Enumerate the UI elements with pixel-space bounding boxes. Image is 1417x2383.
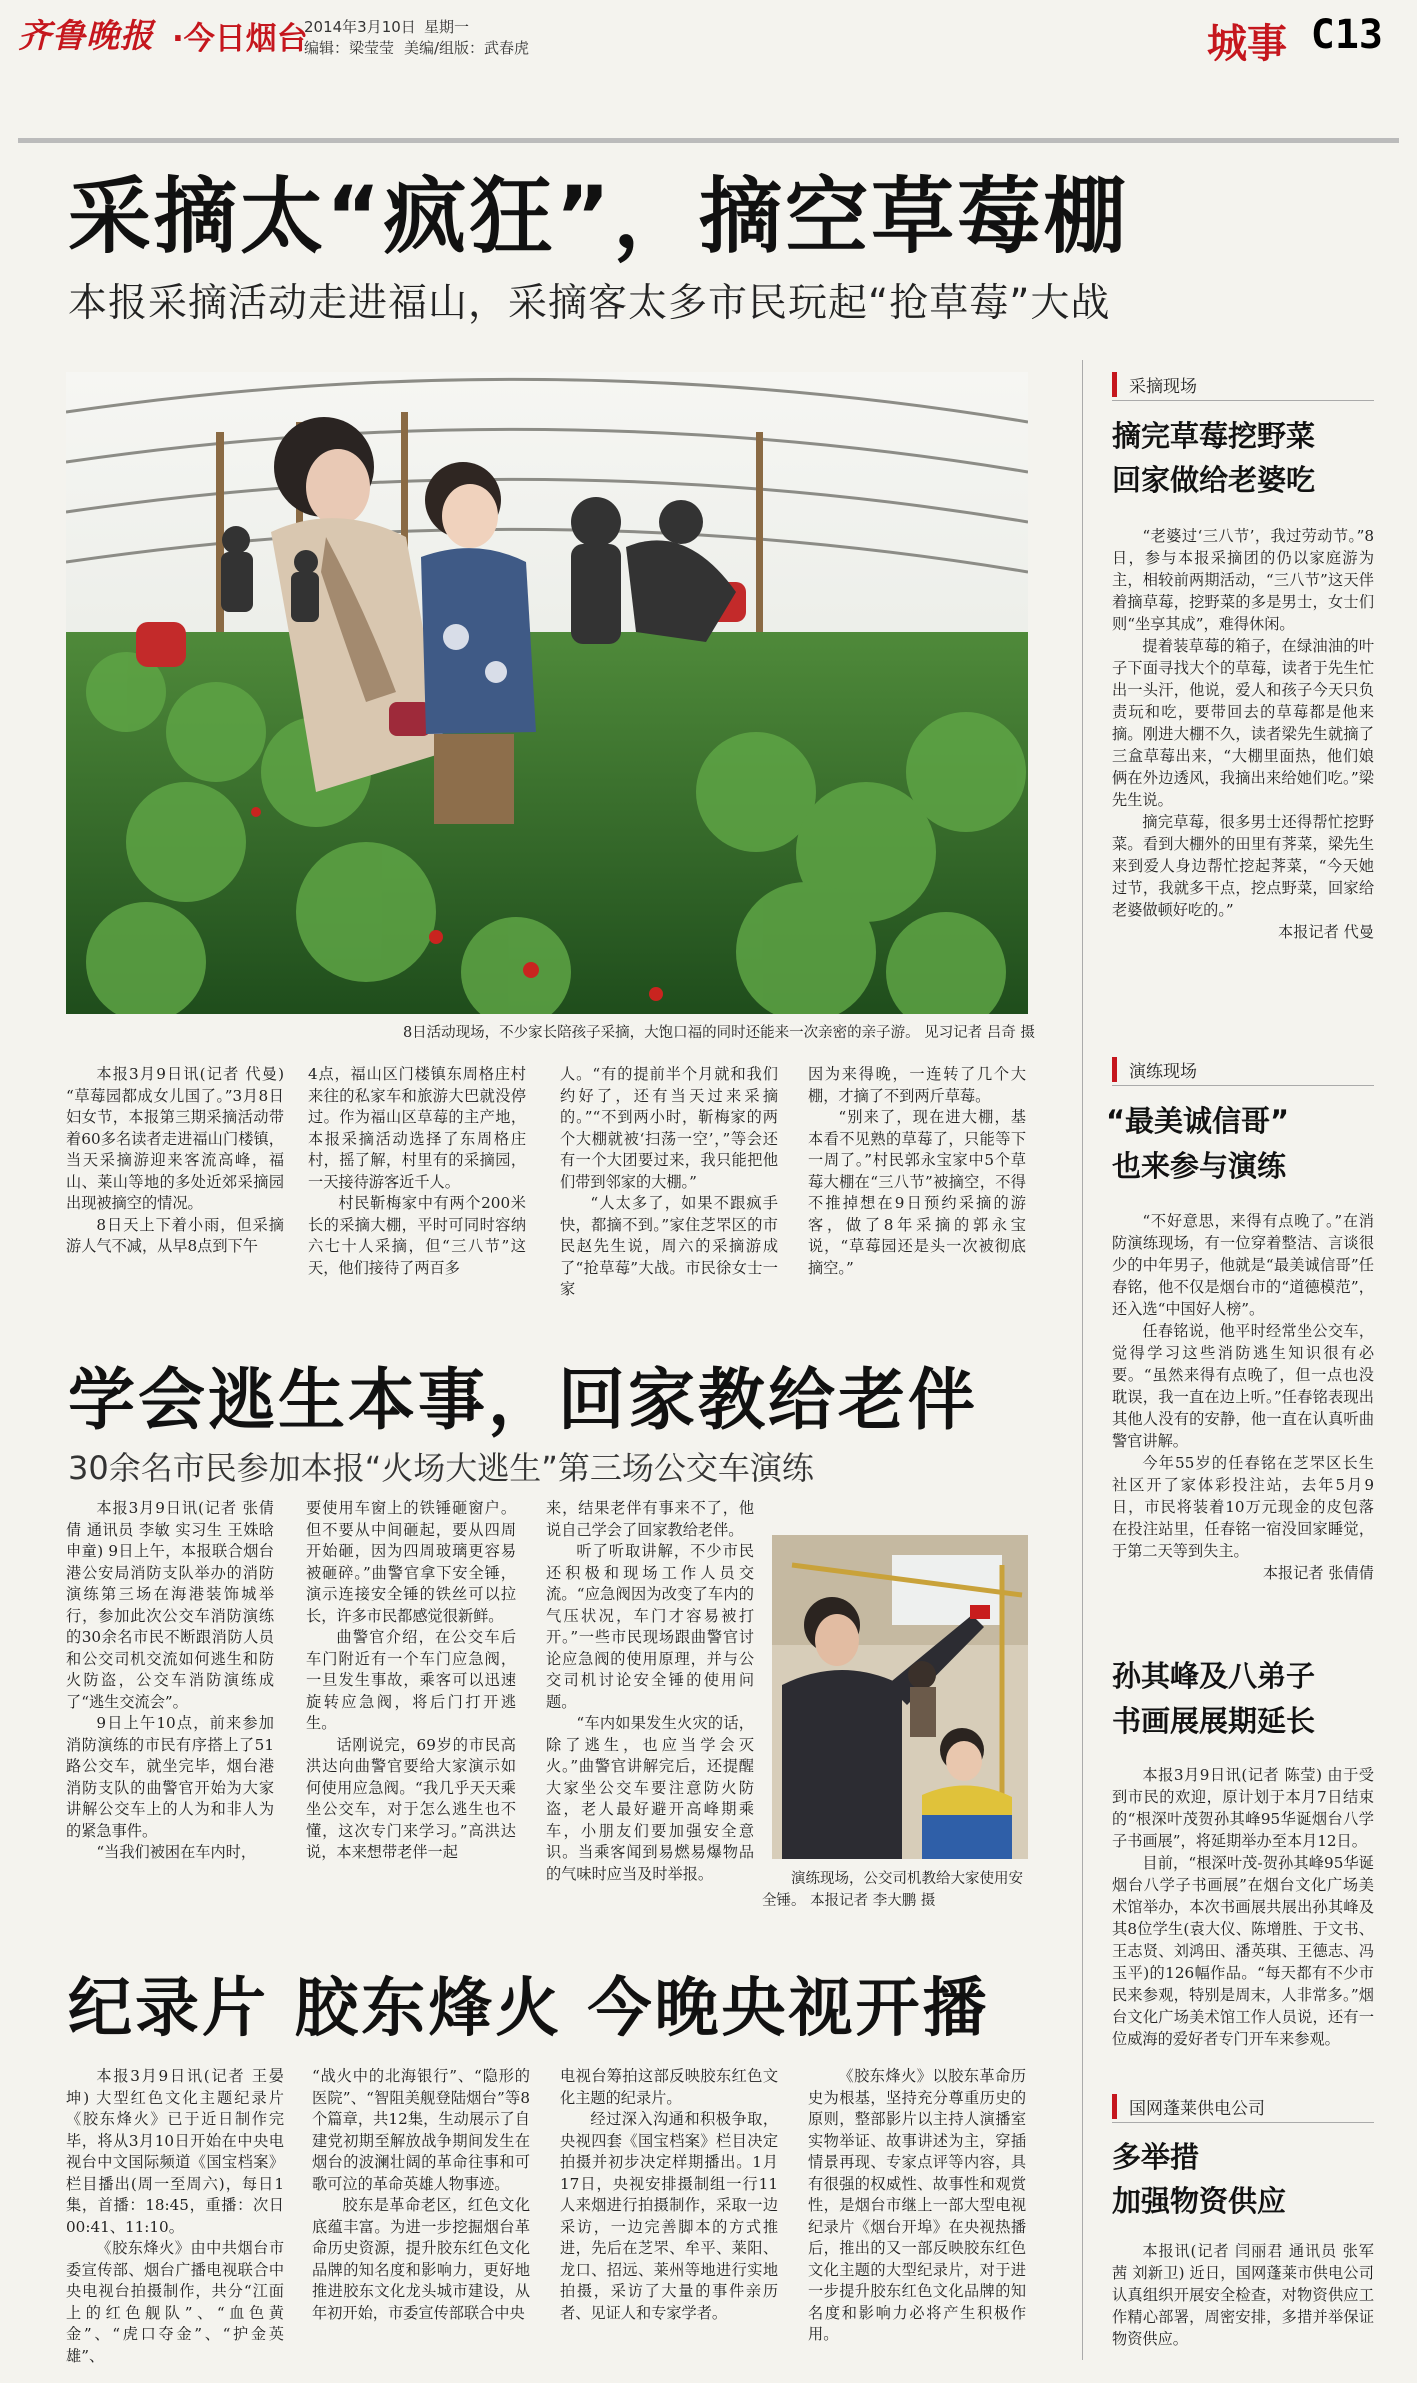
story3-col4 xyxy=(808,2066,1026,2346)
bus-drill-photo xyxy=(772,1535,1028,1859)
paragraph: 《胶东烽火》由中共烟台市委宣传部、烟台广播电视联合中央电视台拍摄制作，共分“江面上的红色舰队”、“血色黄金”、“虎口夺金”、“护金英雄”、 xyxy=(66,2239,284,2365)
sidebar1-tag: 采摘现场 xyxy=(1112,372,1197,397)
paragraph: 本报3月9日讯(记者 代曼) “草莓园都成女儿国了。”3月8日妇女节，本报第三期采摘活动带着60多名读者走进福山门楼镇，当天采摘游迎来客流高峰，福山、莱山等地的多处近郊采摘园出现被摘空的情况。 xyxy=(66,1065,284,1212)
story3-col1 xyxy=(66,2066,284,2367)
paragraph: 《胶东烽火》以胶东革命历史为根基，坚持充分尊重历史的原则，整部影片以主持人演播室实物举证、故事讲述为主，穿插情景再现、专家点评等内容，具有很强的权威性、故事性和观赏性，是烟台市继上一部大型电视纪录片《烟台开埠》在央视热播后，推出的又一部反映胶东红色文化主题的大型纪录片，对于进一步提升胶东红色文化品牌的知名度和影响力必将产生积极作用。 xyxy=(808,2067,1026,2343)
story2-col2 xyxy=(306,1498,516,1864)
paragraph: 摘完草莓，很多男士还得帮忙挖野菜。看到大棚外的田里有荠菜，梁先生来到爱人身边帮忙挖起荠菜，“今天她过节，我就多干点，挖点野菜，回家给老婆做顿好吃的。” xyxy=(1112,813,1374,919)
story2-headline: 学会逃生本事，回家教给老伴 xyxy=(68,1361,978,1439)
sidebar2-tag: 演练现场 xyxy=(1112,1057,1197,1082)
story1-col2 xyxy=(308,1064,526,1279)
story1-col1 xyxy=(66,1064,284,1258)
story2-subhead: 30余名市民参加本报“火场大逃生”第三场公交车演练 xyxy=(68,1449,814,1487)
sidebar2-body xyxy=(1112,1210,1374,1584)
paragraph: 本报讯(记者 闫丽君 通讯员 张军茜 刘新卫) 近日，国网蓬莱市供电公司认真组织开展安全检查，对物资供应工作精心部署，周密安排，多措并举保证物资供应。 xyxy=(1112,2242,1374,2348)
sidebar3-title-line1: 孙其峰及八弟子 xyxy=(1112,1659,1316,1693)
paragraph: 来，结果老伴有事来不了，他说自己学会了回家教给老伴。 xyxy=(546,1499,754,1539)
paragraph: 村民靳梅家中有两个200米长的采摘大棚，平时可同时容纳六七十人采摘，但“三八节”这天，他们接待了两百多 xyxy=(308,1194,526,1277)
issue-weekday: 星期一 xyxy=(424,18,470,36)
paragraph: “别来了，现在进大棚，基本看不见熟的草莓了，只能等下一周了。”村民郭永宝家中5个草莓大棚在“三八节”被摘空，不得不推掉想在9日预约采摘的游客，做了8年采摘的郭永宝说，“草莓园还是头一次被彻底摘空。” xyxy=(808,1108,1026,1277)
sidebar4-tag: 国网蓬莱供电公司 xyxy=(1112,2094,1265,2119)
paragraph: 人。“有的提前半个月就和我们约好了，还有当天过来采摘的。”“不到两小时，靳梅家的两个大棚就被‘扫荡一空’，”等会还有一个大团要过来，我只能把他们带到邻家的大棚。” xyxy=(560,1065,778,1191)
paragraph: 因为来得晚，一连转了几个大棚，才摘了不到两斤草莓。 xyxy=(808,1065,1026,1105)
story2-photo xyxy=(772,1535,1028,1859)
story2-col1 xyxy=(66,1498,274,1864)
paragraph: “战火中的北海银行”、“隐形的医院”、“智阻美舰登陆烟台”等8个篇章，共12集，生动展示了自建党初期至解放战争期间发生在烟台的波澜壮阔的革命往事和可歌可泣的革命英雄人物事迹。 xyxy=(312,2067,530,2193)
sidebar4-body xyxy=(1112,2240,1374,2350)
paragraph: “车内如果发生火灾的话，除了逃生，也应当学会灭火。”曲警官讲解完后，还提醒大家坐公交车要注意防火防盗，老人最好避开高峰期乘车，小朋友们要加强安全意识。当乘客闻到易燃易爆物品的气味时应当及时举报。 xyxy=(546,1714,754,1883)
paragraph: “人太多了，如果不跟疯手快，都摘不到。”家住芝罘区的市民赵先生说，周六的采摘游成了“抢草莓”大战。市民徐女士一家 xyxy=(560,1194,778,1298)
divider xyxy=(1112,400,1374,401)
sidebar2-byline: 本报记者 张倩倩 xyxy=(1262,1564,1374,1582)
story1-col3 xyxy=(560,1064,778,1301)
masthead-rule xyxy=(18,138,1399,143)
paragraph: 本报3月9日讯(记者 王晏坤) 大型红色文化主题纪录片《胶东烽火》已于近日制作完毕，将从3月10日开始在中央电视台中文国际频道《国宝档案》栏目播出(周一至周六)，每日1集，首播：18:45，重播：次日00:41、11:10。 xyxy=(66,2067,284,2236)
paragraph: 任春铭说，他平时经常坐公交车，觉得学习这些消防逃生知识很有必要。“虽然来得有点晚了，但一点也没耽误，我一直在边上听。”任春铭表现出其他人没有的安静，他一直在认真听曲警官讲解。 xyxy=(1112,1322,1374,1450)
paragraph: 今年55岁的任春铭在芝罘区长生社区开了家体彩投注站，去年5月9日，市民将装着10万元现金的皮包落在投注站里，任春铭一宿没回家睡觉，于第二天等到失主。 xyxy=(1112,1454,1374,1560)
strawberry-greenhouse-photo xyxy=(66,372,1028,1014)
sidebar1-body xyxy=(1112,525,1374,943)
story1-headline: 采摘太“疯狂”，摘空草莓棚 xyxy=(68,168,1130,265)
story1-caption: 8日活动现场，不少家长陪孩子采摘，大饱口福的同时还能来一次亲密的亲子游。 见习记者 吕奇 摄 xyxy=(402,1025,1035,1041)
story3-headline: 纪录片 胶东烽火 今晚央视开播 xyxy=(68,1972,990,2046)
issue-date: 2014年3月10日 xyxy=(304,18,416,36)
paragraph: 听了听取讲解，不少市民还积极和现场工作人员交流。“应急阀因为改变了车内的气压状况，车门才容易被打开。”一些市民现场跟曲警官讨论应急阀的使用原理，并与公交司机讨论安全锤的使用问题。 xyxy=(546,1542,754,1711)
sidebar1-title-line2: 回家做给老婆吃 xyxy=(1112,463,1316,497)
story1-subhead: 本报采摘活动走进福山，采摘客太多市民玩起“抢草莓”大战 xyxy=(68,281,1111,326)
section-tag: 城事 xyxy=(1207,21,1287,67)
sidebar4-title-line1: 多举措 xyxy=(1112,2140,1200,2174)
paragraph: 经过深入沟通和积极争取，央视四套《国宝档案》栏目决定拍摄并初步决定样期播出。1月17日，央视安排摄制组一行11人来烟进行拍摄制作，采取一边采访，一边完善脚本的方式推进，先后在芝罘、牟平、莱阳、龙口、招远、莱州等地进行实地拍摄，采访了大量的事件亲历者、见证人和专家学者。 xyxy=(560,2110,778,2322)
paragraph: 曲警官介绍，在公交车后车门附近有一个车门应急阀，一旦发生事故，乘客可以迅速旋转应急阀，将后门打开逃生。 xyxy=(306,1628,516,1732)
story3-col3 xyxy=(560,2066,778,2324)
paragraph: “老婆过‘三八节’，我过劳动节。”8日，参与本报采摘团的仍以家庭游为主，相较前两期活动，“三八节”这天伴着摘草莓，挖野菜的多是男士，女士们则“坐享其成”，难得休闲。 xyxy=(1112,527,1374,633)
paragraph: “当我们被困在车内时， xyxy=(96,1843,257,1861)
paragraph: 8日天上下着小雨，但采摘游人气不减，从早8点到下午 xyxy=(66,1215,284,1255)
paragraph: 4点，福山区门楼镇东周格庄村来往的私家车和旅游大巴就没停过。作为福山区草莓的主产地，本报采摘活动选择了东周格庄村，摇了解，村里有的采摘园，一天接待游客近千人。 xyxy=(308,1065,526,1191)
editor-credit: 编辑：梁莹莹 xyxy=(304,39,395,57)
paragraph: 话刚说完，69岁的市民高洪达向曲警官要给大家演示如何使用应急阀。“我几乎天天乘坐公交车，对于怎么逃生也不懂，这次专门来学习。”高洪达说，本来想带老伴一起 xyxy=(306,1735,516,1861)
story1-col4 xyxy=(808,1064,1026,1279)
paragraph: 胶东是革命老区，红色文化底蕴丰富。为进一步挖掘烟台革命历史资源，提升胶东红色文化品牌的知名度和影响力，更好地推进胶东文化龙头城市建设，从年初开始，市委宣传部联合中央 xyxy=(312,2196,530,2322)
designer-credit: 美编/组版：武春虎 xyxy=(404,39,530,57)
story3-col2 xyxy=(312,2066,530,2324)
story1-photo xyxy=(66,372,1028,1014)
sidebar3-title-line2: 书画展展期延长 xyxy=(1112,1704,1316,1738)
story2-col3 xyxy=(546,1498,754,1885)
paragraph: 提着装草莓的箱子，在绿油油的叶子下面寻找大个的草莓，读者于先生忙出一头汗，他说，爱人和孩子今天只负责玩和吃，要带回去的草莓都是他来摘。刚进大棚不久，读者梁先生就摘了三盒草莓出来，“大棚里面热，他们娘俩在外边透风，我摘出来给她们吃。”梁先生说。 xyxy=(1112,637,1374,809)
story2-caption: 演练现场，公交司机教给大家使用安全锤。 本报记者 李大鹏 摄 xyxy=(762,1871,1023,1909)
sidebar1-byline: 本报记者 代曼 xyxy=(1278,923,1374,941)
paragraph: “不好意思，来得有点晚了。”在消防演练现场，有一位穿着整洁、言谈很少的中年男子，他就是“最美诚信哥”任春铭，他不仅是烟台市的“道德模范”，还入选“中国好人榜”。 xyxy=(1112,1212,1374,1318)
paragraph: 本报3月9日讯(记者 陈莹) 由于受到市民的欢迎，原计划于本月7日结束的“根深叶茂贺孙其峰95华诞烟台八学子书画展”，将延期举办至本月12日。 xyxy=(1112,1766,1374,1850)
page-number: C13 xyxy=(1310,12,1383,58)
sidebar2-title-line2: 也来参与演练 xyxy=(1112,1149,1287,1183)
sidebar-divider xyxy=(1082,360,1083,2360)
divider xyxy=(1112,2122,1374,2123)
sidebar2-title-line1: “最美诚信哥” xyxy=(1106,1104,1290,1138)
divider xyxy=(1112,1085,1374,1086)
paragraph: 本报3月9日讯(记者 张倩倩 通讯员 李敏 实习生 王姝晗 申童) 9日上午，本报联合烟台港公安局消防支队举办的消防演练第三场在海港装饰城举行，参加此次公交车消防演练的30余名市民不断跟消防人员和公交司机交流如何逃生和防火防盗，公交车消防演练成了“逃生交流会”。 xyxy=(66,1499,274,1711)
paragraph: 要使用车窗上的铁锤砸窗户。但不要从中间砸起，要从四周开始砸，因为四周玻璃更容易被砸碎。”曲警官拿下安全锤，演示连接安全锤的铁丝可以拉长，许多市民都感觉很新鲜。 xyxy=(306,1499,516,1625)
sidebar3-body xyxy=(1112,1764,1374,2050)
sidebar4-title-line2: 加强物资供应 xyxy=(1112,2184,1287,2218)
paragraph: 9日上午10点，前来参加消防演练的市民有序搭上了51路公交车，就坐完毕，烟台港消防支队的曲警官开始为大家讲解公交车上的人为和非人为的紧急事件。 xyxy=(66,1714,274,1840)
paragraph: 电视台筹拍这部反映胶东红色文化主题的纪录片。 xyxy=(560,2067,778,2107)
paragraph: 目前，“根深叶茂-贺孙其峰95华诞烟台八学子书画展”在烟台文化广场美术馆举办，本次书画展共展出孙其峰及其8位学生(袁大仪、陈增胜、于文书、王志贤、刘鸿田、潘英琪、王德志、冯玉平)的126幅作品。“每天都有不少市民来参观，特别是周末，人非常多。”烟台文化广场美术馆工作人员说，还有一位威海的爱好者专门开车来参观。 xyxy=(1112,1854,1374,2048)
masthead-brand: 齐鲁晚报 xyxy=(18,16,154,55)
masthead-section: ·今日烟台 xyxy=(172,21,308,57)
sidebar1-title-line1: 摘完草莓挖野菜 xyxy=(1112,419,1316,453)
